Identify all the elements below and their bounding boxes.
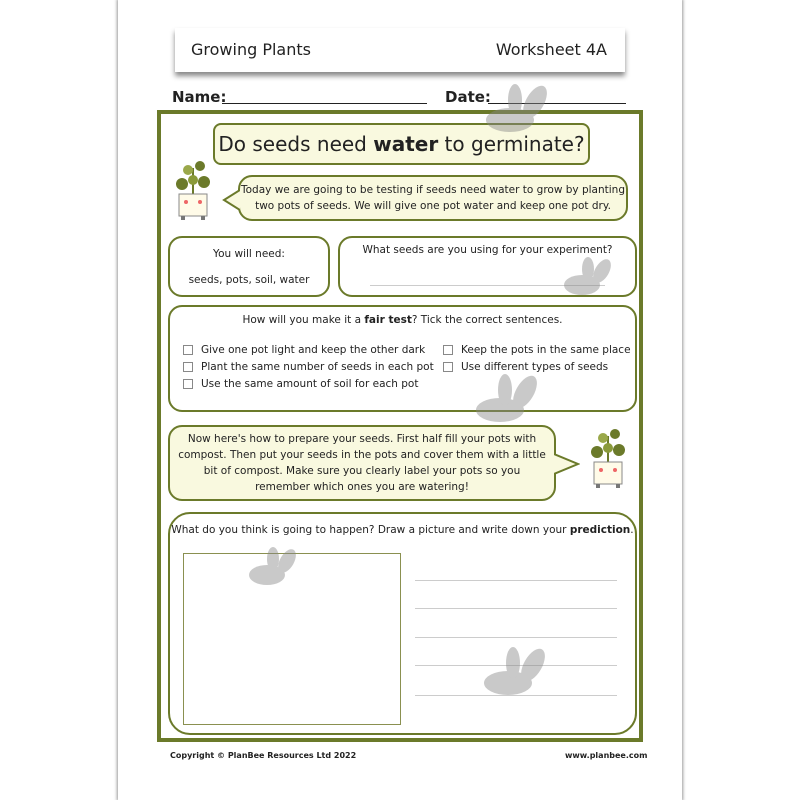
checkbox[interactable] <box>443 362 453 372</box>
writing-line[interactable] <box>415 608 617 609</box>
plant-pot-icon <box>170 156 216 222</box>
checkbox[interactable] <box>443 345 453 355</box>
name-label: Name: <box>172 88 227 106</box>
prepare-speech-bubble: Now here's how to prepare your seeds. First half fill your pots with compost. Then put your seeds in the pots and cover them with a little bit of compost. Make sure you clearly label your pots so you remember which ones you are watering! <box>168 425 556 501</box>
you-will-need-box <box>168 236 330 297</box>
copyright-text: Copyright © PlanBee Resources Ltd 2022 <box>170 751 357 760</box>
checkbox[interactable] <box>183 379 193 389</box>
worksheet-header <box>175 28 625 72</box>
bee-watermark-icon <box>470 372 550 432</box>
fair-test-option[interactable]: Use different types of seeds <box>443 361 608 373</box>
bee-watermark-icon <box>478 645 558 705</box>
seeds-question: What seeds are you using for your experiment? <box>362 244 613 256</box>
checkbox[interactable] <box>183 345 193 355</box>
topic-title: Growing Plants <box>191 40 311 59</box>
writing-line[interactable] <box>415 580 617 581</box>
checkbox[interactable] <box>183 362 193 372</box>
plant-pot-icon <box>585 424 631 490</box>
bee-watermark-icon <box>560 255 620 303</box>
writing-line[interactable] <box>415 637 617 638</box>
fair-test-question: How will you make it a fair test? Tick the correct sentences. <box>242 314 563 326</box>
need-label: You will need: <box>213 248 285 260</box>
intro-speech-bubble: Today we are going to be testing if seeds need water to grow by planting two pots of seeds. We will give one pot water and keep one pot dry. <box>238 175 628 221</box>
fair-test-option[interactable]: Use the same amount of soil for each pot <box>183 378 418 390</box>
fair-test-option[interactable]: Plant the same number of seeds in each pot <box>183 361 434 373</box>
bee-watermark-icon <box>245 545 305 595</box>
bee-watermark-icon <box>480 82 560 142</box>
fair-test-option[interactable]: Keep the pots in the same place <box>443 344 631 356</box>
website-link[interactable]: www.planbee.com <box>565 751 648 760</box>
fair-test-option[interactable]: Give one pot light and keep the other dark <box>183 344 425 356</box>
name-field[interactable] <box>222 103 427 104</box>
prediction-prompt: What do you think is going to happen? Draw a picture and write down your prediction. <box>171 524 634 536</box>
fair-test-box <box>168 305 637 412</box>
speech-pointer <box>554 452 580 476</box>
need-items: seeds, pots, soil, water <box>188 274 310 286</box>
worksheet-number: Worksheet 4A <box>495 40 607 59</box>
worksheet-title: Do seeds need water to germinate? <box>213 123 590 165</box>
speech-pointer <box>222 188 240 212</box>
date-label: Date: <box>445 88 491 106</box>
